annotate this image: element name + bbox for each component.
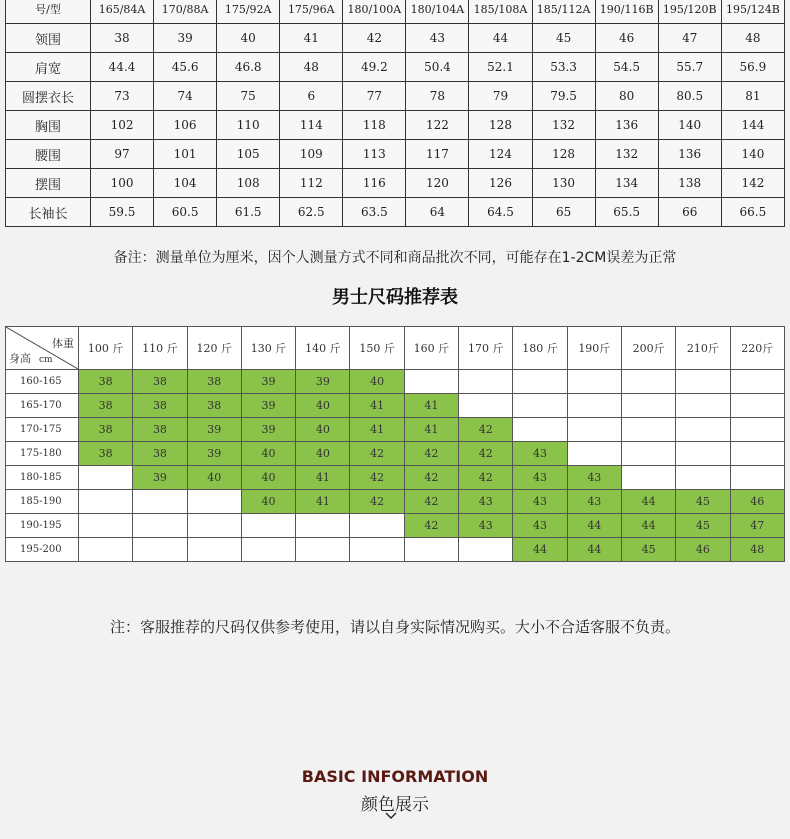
rec-weight-header: 110 斤 [133,327,187,370]
size-row [6,140,785,169]
size-cell: 126 [469,169,532,198]
size-cell: 64.5 [469,198,532,227]
rec-empty-cell [187,538,241,562]
rec-empty-cell [730,394,784,418]
size-cell: 109 [280,140,343,169]
rec-size-cell: 45 [676,490,730,514]
height-axis-label: 身高 [9,352,31,365]
size-cell: 54.5 [595,53,658,82]
rec-size-cell: 39 [241,418,295,442]
rec-size-cell: 40 [241,466,295,490]
rec-height-label: 170-175 [6,418,79,442]
rec-empty-cell [621,418,675,442]
rec-empty-cell [676,370,730,394]
rec-weight-header: 140 斤 [296,327,350,370]
size-cell: 65 [532,198,595,227]
rec-corner-cell [6,327,79,370]
rec-size-cell: 39 [241,370,295,394]
rec-size-cell: 38 [79,418,133,442]
size-cell: 79.5 [532,82,595,111]
rec-empty-cell [296,538,350,562]
section-heading-en: BASIC INFORMATION [301,767,489,786]
section-heading-cn: 颜色展示 [361,795,429,815]
rec-size-cell: 42 [459,466,513,490]
rec-weight-header: 100 斤 [79,327,133,370]
rec-height-label: 185-190 [6,490,79,514]
rec-size-cell: 38 [133,418,187,442]
size-cell: 42 [343,24,406,53]
size-cell: 100 [91,169,154,198]
rec-empty-cell [187,514,241,538]
rec-size-cell: 38 [133,370,187,394]
rec-empty-cell [133,514,187,538]
size-row [6,198,785,227]
size-cell: 105 [217,140,280,169]
size-row [6,169,785,198]
rec-size-cell: 42 [350,466,404,490]
size-cell: 120 [406,169,469,198]
rec-size-cell: 43 [513,442,567,466]
rec-row [6,442,785,466]
rec-weight-header: 210斤 [676,327,730,370]
rec-weight-header: 200斤 [621,327,675,370]
rec-weight-header: 220斤 [730,327,784,370]
rec-height-label: 165-170 [6,394,79,418]
size-cell: 44 [469,24,532,53]
rec-size-cell: 38 [187,394,241,418]
size-cell: 130 [532,169,595,198]
size-header-label: 号/型 [6,0,91,24]
rec-empty-cell [79,466,133,490]
recommendation-disclaimer: 注：客服推荐的尺码仅供参考使用，请以自身实际情况购买。大小不合适客服不负责。 [109,618,680,636]
rec-size-cell: 40 [296,394,350,418]
size-header-row [6,0,785,24]
rec-size-cell: 45 [676,514,730,538]
size-header-cell: 185/112A [532,0,595,24]
rec-size-cell: 41 [350,394,404,418]
rec-size-cell: 42 [350,442,404,466]
rec-empty-cell [567,442,621,466]
size-cell: 124 [469,140,532,169]
rec-height-label: 180-185 [6,466,79,490]
weight-axis-label: 体重 [52,337,74,350]
size-cell: 53.3 [532,53,595,82]
rec-row [6,514,785,538]
size-cell: 79 [469,82,532,111]
rec-empty-cell [404,538,458,562]
rec-empty-cell [730,370,784,394]
size-cell: 132 [595,140,658,169]
rec-size-cell: 38 [79,370,133,394]
rec-size-cell: 38 [133,442,187,466]
size-cell: 134 [595,169,658,198]
rec-size-cell: 43 [513,490,567,514]
size-row [6,53,785,82]
size-cell: 66 [658,198,721,227]
rec-size-cell: 43 [513,466,567,490]
measurement-note: 备注：测量单位为厘米，因个人测量方式不同和商品批次不同，可能存在1-2CM误差为正常 [113,250,677,266]
rec-size-cell: 42 [459,418,513,442]
size-cell: 136 [595,111,658,140]
rec-empty-cell [404,370,458,394]
rec-size-cell: 38 [187,370,241,394]
height-axis-label-group [9,350,53,366]
rec-row [6,418,785,442]
size-cell: 112 [280,169,343,198]
size-header-cell: 175/96A [280,0,343,24]
size-cell: 114 [280,111,343,140]
size-cell: 78 [406,82,469,111]
size-header-cell: 195/124B [721,0,784,24]
rec-empty-cell [187,490,241,514]
size-cell: 80 [595,82,658,111]
size-cell: 128 [532,140,595,169]
size-cell: 62.5 [280,198,343,227]
rec-empty-cell [567,394,621,418]
size-row-label: 长袖长 [6,198,91,227]
size-cell: 113 [343,140,406,169]
size-cell: 122 [406,111,469,140]
rec-empty-cell [676,466,730,490]
size-cell: 132 [532,111,595,140]
rec-weight-header: 130 斤 [241,327,295,370]
rec-empty-cell [730,466,784,490]
size-row-label: 胸围 [6,111,91,140]
size-header-cell: 180/104A [406,0,469,24]
rec-size-cell: 38 [79,394,133,418]
size-row [6,24,785,53]
rec-weight-header: 190斤 [567,327,621,370]
size-header-cell: 185/108A [469,0,532,24]
rec-empty-cell [621,466,675,490]
rec-size-cell: 38 [79,442,133,466]
rec-size-cell: 43 [459,490,513,514]
rec-size-cell: 42 [350,490,404,514]
size-cell: 45.6 [154,53,217,82]
rec-size-cell: 46 [730,490,784,514]
size-cell: 40 [217,24,280,53]
size-cell: 138 [658,169,721,198]
size-row [6,111,785,140]
rec-header-row [6,327,785,370]
size-cell: 101 [154,140,217,169]
size-row-label: 摆围 [6,169,91,198]
rec-height-label: 160-165 [6,370,79,394]
size-cell: 66.5 [721,198,784,227]
rec-weight-header: 160 斤 [404,327,458,370]
size-cell: 140 [658,111,721,140]
rec-empty-cell [459,394,513,418]
rec-size-cell: 44 [567,514,621,538]
rec-empty-cell [567,370,621,394]
size-cell: 65.5 [595,198,658,227]
size-cell: 52.1 [469,53,532,82]
size-header-cell: 190/116B [595,0,658,24]
size-header-cell: 165/84A [91,0,154,24]
size-cell: 48 [280,53,343,82]
size-cell: 48 [721,24,784,53]
size-cell: 110 [217,111,280,140]
size-cell: 45 [532,24,595,53]
rec-row [6,370,785,394]
rec-size-cell: 39 [187,442,241,466]
size-row-label: 领围 [6,24,91,53]
size-header-cell: 195/120B [658,0,721,24]
rec-row [6,490,785,514]
size-cell: 81 [721,82,784,111]
size-cell: 117 [406,140,469,169]
size-cell: 75 [217,82,280,111]
rec-size-cell: 39 [133,466,187,490]
rec-row [6,466,785,490]
rec-row [6,394,785,418]
size-cell: 50.4 [406,53,469,82]
rec-size-cell: 42 [404,466,458,490]
rec-size-cell: 42 [404,514,458,538]
size-cell: 47 [658,24,721,53]
rec-empty-cell [676,394,730,418]
size-cell: 104 [154,169,217,198]
rec-height-label: 195-200 [6,538,79,562]
rec-size-cell: 45 [621,538,675,562]
rec-height-label: 175-180 [6,442,79,466]
rec-empty-cell [459,538,513,562]
rec-size-cell: 42 [404,442,458,466]
rec-empty-cell [133,490,187,514]
size-cell: 140 [721,140,784,169]
rec-empty-cell [513,394,567,418]
size-cell: 61.5 [217,198,280,227]
size-cell: 63.5 [343,198,406,227]
rec-empty-cell [79,490,133,514]
rec-size-cell: 44 [621,514,675,538]
rec-weight-header: 150 斤 [350,327,404,370]
size-cell: 56.9 [721,53,784,82]
size-cell: 44.4 [91,53,154,82]
rec-size-cell: 44 [513,538,567,562]
rec-height-label: 190-195 [6,514,79,538]
rec-size-cell: 43 [513,514,567,538]
rec-empty-cell [621,442,675,466]
rec-empty-cell [459,370,513,394]
rec-size-cell: 41 [296,466,350,490]
size-cell: 74 [154,82,217,111]
size-row-label: 圆摆衣长 [6,82,91,111]
size-cell: 142 [721,169,784,198]
size-cell: 97 [91,140,154,169]
rec-empty-cell [567,418,621,442]
rec-weight-header: 170 斤 [459,327,513,370]
rec-size-cell: 39 [187,418,241,442]
size-header-cell: 170/88A [154,0,217,24]
rec-empty-cell [350,538,404,562]
rec-empty-cell [730,442,784,466]
rec-empty-cell [241,538,295,562]
size-cell: 55.7 [658,53,721,82]
rec-empty-cell [296,514,350,538]
rec-empty-cell [730,418,784,442]
rec-row [6,538,785,562]
rec-size-cell: 41 [296,490,350,514]
rec-empty-cell [621,370,675,394]
rec-size-cell: 40 [187,466,241,490]
size-cell: 6 [280,82,343,111]
size-row [6,82,785,111]
rec-size-cell: 38 [133,394,187,418]
size-cell: 108 [217,169,280,198]
size-cell: 38 [91,24,154,53]
rec-size-cell: 47 [730,514,784,538]
size-cell: 73 [91,82,154,111]
rec-size-cell: 41 [350,418,404,442]
rec-empty-cell [513,370,567,394]
rec-weight-header: 120 斤 [187,327,241,370]
size-cell: 49.2 [343,53,406,82]
rec-size-cell: 39 [296,370,350,394]
size-cell: 106 [154,111,217,140]
rec-size-cell: 41 [404,394,458,418]
size-cell: 144 [721,111,784,140]
recommendation-title: 男士尺码推荐表 [332,287,458,308]
size-recommendation-table [5,326,785,562]
size-row-label: 肩宽 [6,53,91,82]
rec-size-cell: 43 [567,490,621,514]
rec-size-cell: 46 [676,538,730,562]
height-unit-label: cm [39,355,53,365]
size-cell: 116 [343,169,406,198]
rec-size-cell: 40 [241,490,295,514]
rec-size-cell: 43 [459,514,513,538]
size-cell: 80.5 [658,82,721,111]
size-cell: 118 [343,111,406,140]
rec-size-cell: 41 [404,418,458,442]
rec-size-cell: 43 [567,466,621,490]
rec-size-cell: 44 [567,538,621,562]
rec-empty-cell [350,514,404,538]
rec-weight-header: 180 斤 [513,327,567,370]
size-cell: 60.5 [154,198,217,227]
size-header-cell: 180/100A [343,0,406,24]
rec-empty-cell [79,514,133,538]
rec-size-cell: 44 [621,490,675,514]
chevron-down-icon [385,811,397,821]
size-cell: 41 [280,24,343,53]
size-cell: 43 [406,24,469,53]
size-cell: 136 [658,140,721,169]
rec-empty-cell [79,538,133,562]
size-cell: 128 [469,111,532,140]
rec-size-cell: 39 [241,394,295,418]
size-cell: 77 [343,82,406,111]
size-row-label: 腰围 [6,140,91,169]
size-cell: 46 [595,24,658,53]
size-cell: 102 [91,111,154,140]
rec-size-cell: 40 [296,418,350,442]
rec-empty-cell [676,442,730,466]
rec-size-cell: 40 [241,442,295,466]
rec-size-cell: 40 [350,370,404,394]
rec-empty-cell [676,418,730,442]
rec-size-cell: 40 [296,442,350,466]
size-cell: 46.8 [217,53,280,82]
size-chart-table [5,0,785,227]
size-cell: 39 [154,24,217,53]
rec-size-cell: 48 [730,538,784,562]
rec-empty-cell [621,394,675,418]
rec-empty-cell [513,418,567,442]
size-header-cell: 175/92A [217,0,280,24]
rec-size-cell: 42 [459,442,513,466]
rec-empty-cell [133,538,187,562]
size-cell: 59.5 [91,198,154,227]
size-cell: 64 [406,198,469,227]
rec-size-cell: 42 [404,490,458,514]
rec-empty-cell [241,514,295,538]
